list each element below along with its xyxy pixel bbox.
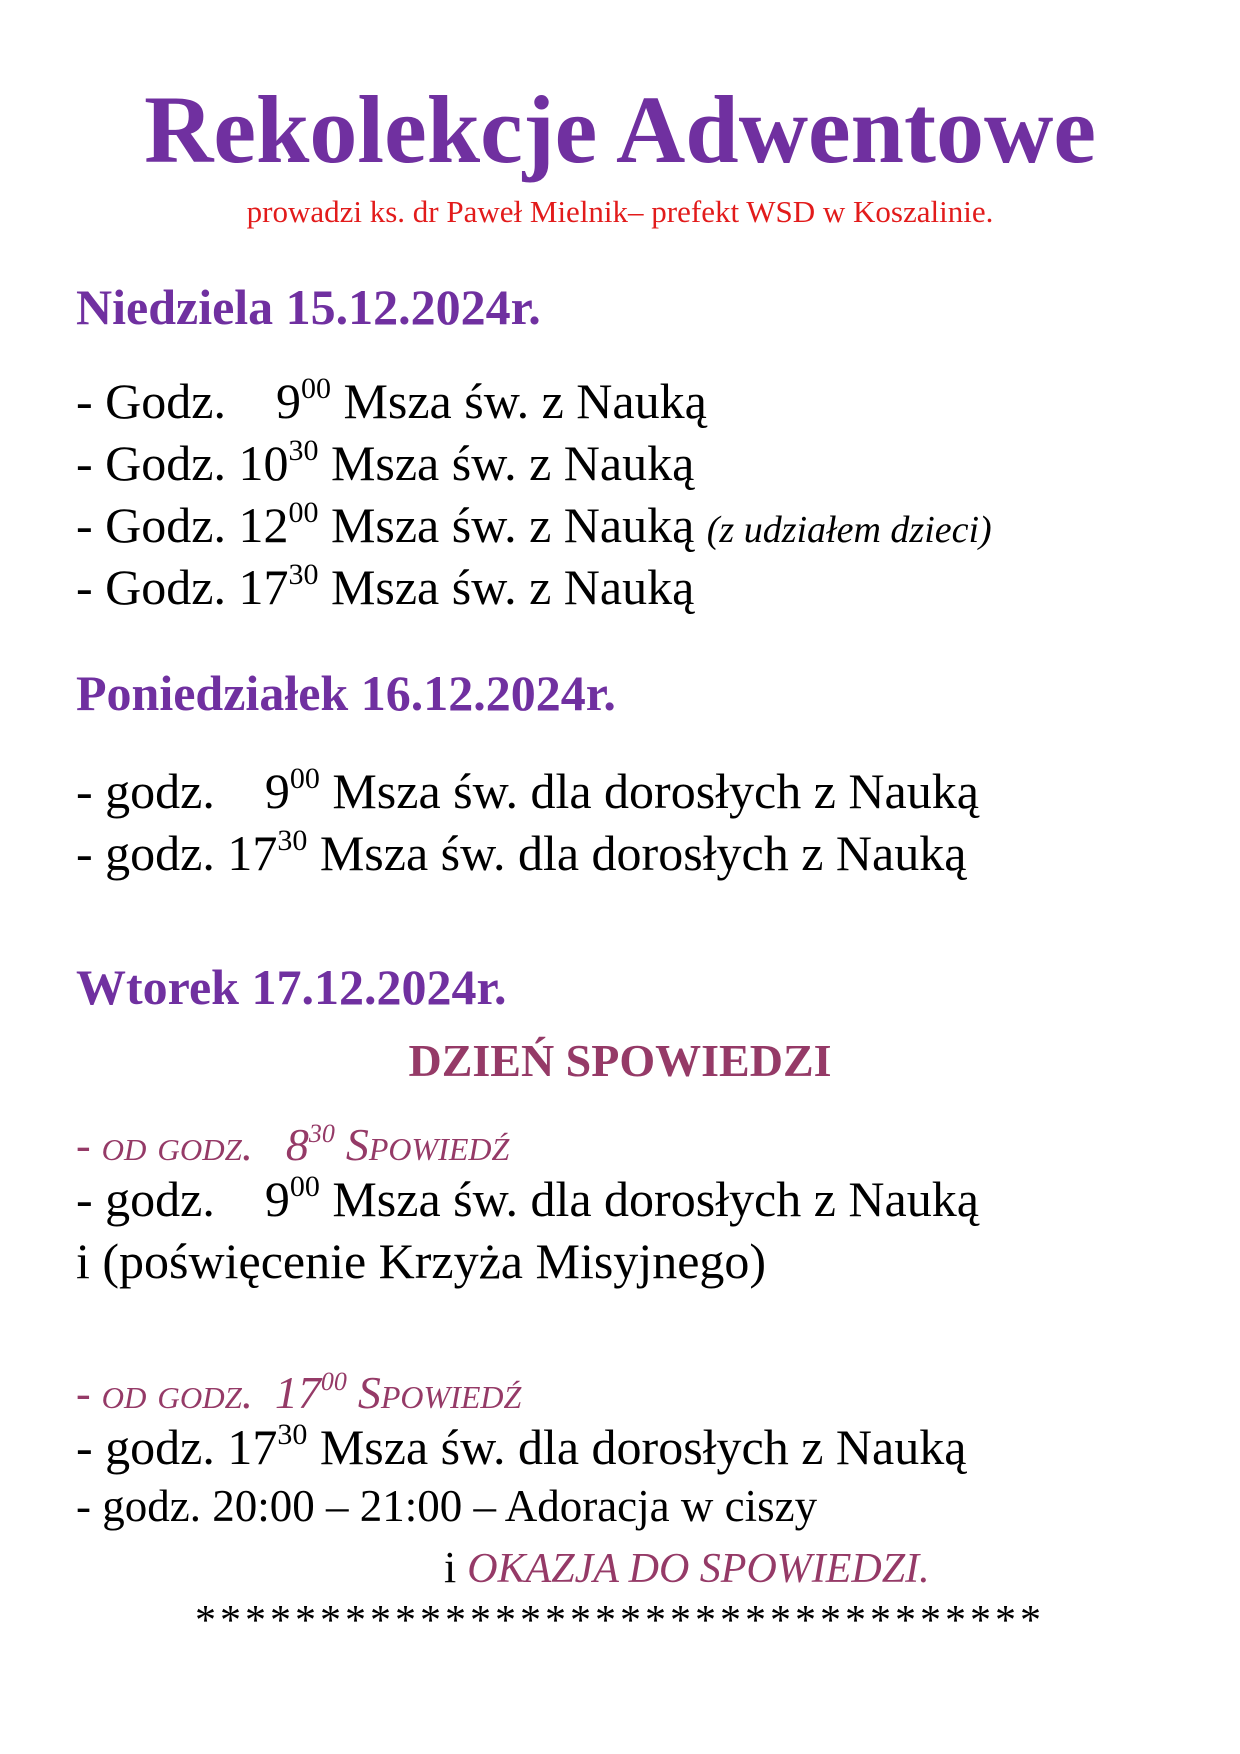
line-hour: 10 bbox=[238, 435, 289, 491]
line-hour: 17 bbox=[238, 559, 289, 615]
tuesday-line-2 bbox=[76, 1418, 967, 1475]
line-minutes: 00 bbox=[300, 372, 331, 405]
sunday-line-2 bbox=[76, 434, 695, 491]
confession-minutes: 30 bbox=[308, 1119, 335, 1148]
line-hour: 9 bbox=[275, 373, 301, 429]
line-minutes: 30 bbox=[288, 558, 319, 591]
line-note: (z udziałem dzieci) bbox=[706, 509, 992, 551]
line-text: Msza św. z Nauką bbox=[343, 373, 707, 429]
line-hour: 17 bbox=[227, 1419, 278, 1475]
line-prefix: - godz. bbox=[76, 1419, 215, 1475]
tuesday-line-3: - godz. 20:00 – 21:00 – Adoracja w ciszy bbox=[76, 1481, 818, 1531]
page-subtitle: prowadzi ks. dr Paweł Mielnik– prefekt WSD w Koszalinie. bbox=[246, 194, 994, 229]
line-prefix: - Godz. bbox=[76, 435, 226, 491]
tuesday-line-1b: i (poświęcenie Krzyża Misyjnego) bbox=[76, 1233, 767, 1289]
confession-opportunity: OKAZJA DO SPOWIEDZI. bbox=[467, 1546, 930, 1592]
sunday-line-1 bbox=[76, 372, 707, 429]
monday-line-1 bbox=[76, 762, 979, 819]
confession-line-1 bbox=[76, 1119, 510, 1170]
confession-hour: 8 bbox=[285, 1119, 309, 1170]
confession-prefix: - od godz. bbox=[76, 1369, 253, 1418]
sunday-heading: Niedziela 15.12.2024r. bbox=[76, 279, 541, 335]
confession-text: Spowiedź bbox=[345, 1119, 510, 1170]
line-prefix: - godz. bbox=[76, 763, 215, 819]
confession-day-heading: DZIEŃ SPOWIEDZI bbox=[408, 1035, 832, 1086]
line-minutes: 00 bbox=[289, 762, 320, 795]
page-title: Rekolekcje Adwentowe bbox=[144, 76, 1096, 183]
line-prefix: - Godz. bbox=[76, 373, 226, 429]
line-text: Msza św. z Nauką bbox=[330, 497, 695, 553]
confession-prefix: - od godz. bbox=[76, 1121, 253, 1170]
line-text: Msza św. z Nauką bbox=[330, 559, 695, 615]
line-hour: 9 bbox=[264, 763, 290, 819]
line-text: Msza św. dla dorosłych z Nauką bbox=[319, 825, 967, 881]
confession-text: Spowiedź bbox=[357, 1367, 522, 1418]
line-prefix: - Godz. bbox=[76, 497, 226, 553]
confession-hour: 17 bbox=[274, 1367, 321, 1418]
line-prefix: - Godz. bbox=[76, 559, 226, 615]
line-text: Msza św. dla dorosłych z Nauką bbox=[332, 763, 979, 819]
sunday-line-4 bbox=[76, 558, 695, 615]
line-minutes: 30 bbox=[277, 824, 308, 857]
line-hour: 17 bbox=[227, 825, 278, 881]
monday-line-2 bbox=[76, 824, 967, 881]
line-text: Msza św. dla dorosłych z Nauką bbox=[332, 1171, 979, 1227]
line-text: Msza św. z Nauką bbox=[330, 435, 695, 491]
tuesday-heading: Wtorek 17.12.2024r. bbox=[76, 959, 507, 1015]
line-prefix: - godz. bbox=[76, 825, 215, 881]
line-minutes: 00 bbox=[288, 496, 319, 529]
line-prefix: i bbox=[444, 1543, 457, 1592]
line-text: Msza św. dla dorosłych z Nauką bbox=[319, 1419, 967, 1475]
line-minutes: 00 bbox=[289, 1170, 320, 1203]
stars-divider: ********************************** bbox=[195, 1598, 1045, 1644]
confession-line-2 bbox=[76, 1367, 522, 1418]
sunday-line-3 bbox=[76, 496, 992, 553]
confession-minutes: 00 bbox=[320, 1367, 347, 1396]
line-minutes: 30 bbox=[277, 1418, 308, 1451]
tuesday-line-1 bbox=[76, 1170, 979, 1227]
monday-heading: Poniedziałek 16.12.2024r. bbox=[76, 665, 616, 721]
line-minutes: 30 bbox=[288, 434, 319, 467]
tuesday-line-4 bbox=[444, 1543, 930, 1592]
line-prefix: - godz. bbox=[76, 1171, 215, 1227]
line-hour: 9 bbox=[264, 1171, 290, 1227]
line-hour: 12 bbox=[238, 497, 289, 553]
